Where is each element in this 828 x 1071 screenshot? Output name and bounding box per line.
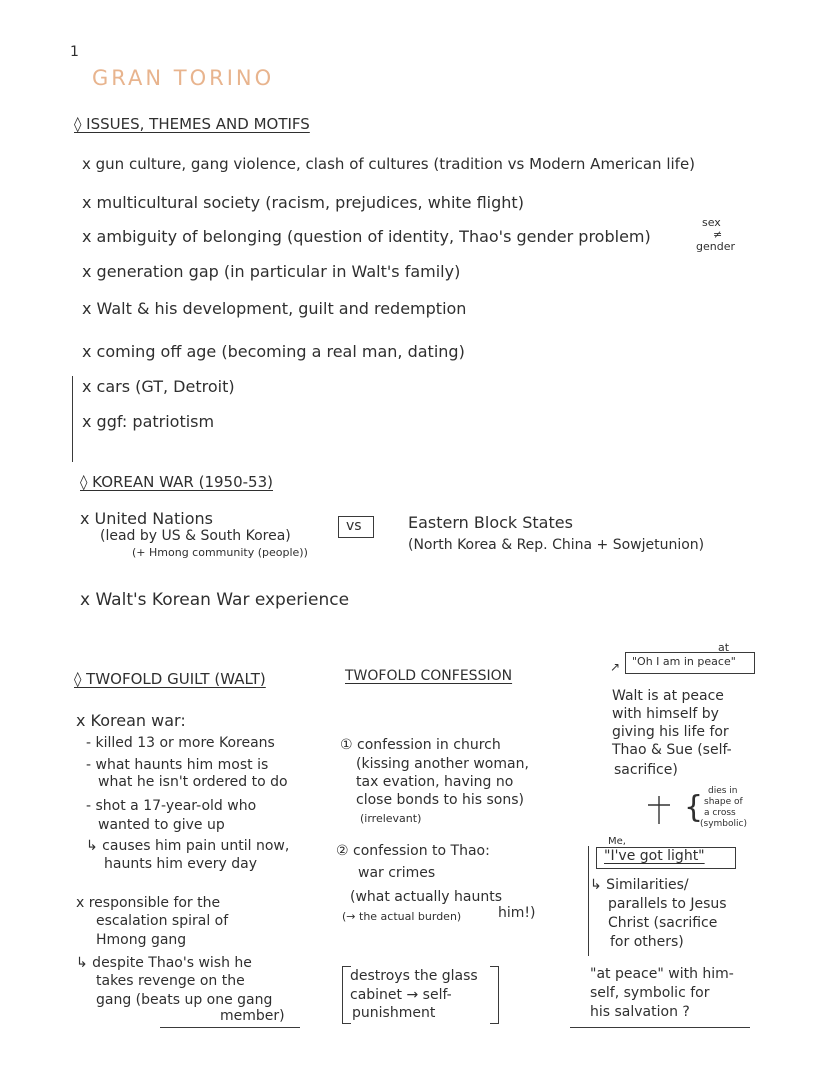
united-nations: x United Nations bbox=[80, 509, 213, 528]
church-line: close bonds to his sons) bbox=[356, 792, 524, 808]
final-line: self, symbolic for bbox=[590, 985, 710, 1001]
walt-line: Walt is at peace bbox=[612, 688, 724, 704]
issue-item: x generation gap (in particular in Walt's family) bbox=[82, 262, 461, 281]
church-line: (kissing another woman, bbox=[356, 756, 529, 772]
thao-line: war crimes bbox=[358, 865, 436, 881]
church-line: tax evation, having no bbox=[356, 774, 514, 790]
thao-line: (→ the actual burden) bbox=[342, 910, 462, 923]
issue-item: x ambiguity of belonging (question of identity, Thao's gender problem) bbox=[82, 227, 651, 246]
walt-line: giving his life for bbox=[612, 724, 729, 740]
guilt-line: ↳ causes him pain until now, bbox=[86, 838, 290, 854]
thao-line: ② confession to Thao: bbox=[336, 843, 490, 859]
not-equal-sign: ≠ bbox=[713, 228, 723, 241]
column-divider bbox=[588, 846, 589, 956]
guilt-line: - killed 13 or more Koreans bbox=[86, 735, 275, 751]
guilt-line: gang (beats up one gang bbox=[96, 992, 273, 1008]
guilt-line: wanted to give up bbox=[98, 817, 225, 833]
page-number: 1 bbox=[70, 44, 79, 60]
similarity-line: ↳ Similarities/ bbox=[590, 877, 689, 893]
guilt-line: Hmong gang bbox=[96, 932, 187, 948]
walt-line: Thao & Sue (self- bbox=[612, 742, 732, 758]
confession-heading: TWOFOLD CONFESSION bbox=[345, 668, 513, 684]
bottom-rule bbox=[570, 1027, 750, 1028]
ive-got-light: "I've got light" bbox=[604, 848, 705, 864]
walt-line: sacrifice) bbox=[614, 762, 678, 778]
korean-war-label: x Korean war: bbox=[76, 711, 186, 730]
eastern-block-detail: (North Korea & Rep. China + Sowjetunion) bbox=[408, 537, 705, 553]
final-line: his salvation ? bbox=[590, 1004, 690, 1020]
curly-brace-icon: { bbox=[684, 790, 704, 825]
sex-note: sex bbox=[702, 216, 721, 229]
church-line: (irrelevant) bbox=[360, 812, 422, 825]
guilt-line: member) bbox=[220, 1008, 285, 1024]
hmong-note: (+ Hmong community (people)) bbox=[132, 546, 308, 559]
guilt-line: takes revenge on the bbox=[96, 973, 245, 989]
oh-i-am-in-peace: "Oh I am in peace" bbox=[632, 655, 736, 668]
cross-note: a cross bbox=[704, 808, 736, 818]
similarity-line: parallels to Jesus bbox=[608, 896, 727, 912]
guilt-line: - shot a 17-year-old who bbox=[86, 798, 257, 814]
thao-line: him!) bbox=[498, 905, 536, 921]
church-line: ① confession in church bbox=[340, 737, 501, 753]
united-nations-detail: (lead by US & South Korea) bbox=[100, 528, 291, 544]
similarity-line: Christ (sacrifice bbox=[608, 915, 718, 931]
guilt-line: escalation spiral of bbox=[96, 913, 229, 929]
curve-arrow: ↗ bbox=[610, 660, 621, 674]
issue-item: x cars (GT, Detroit) bbox=[82, 377, 235, 396]
issue-item: x multicultural society (racism, prejudices, white flight) bbox=[82, 193, 524, 212]
glass-bracket-right bbox=[490, 966, 499, 1024]
glass-line: punishment bbox=[352, 1005, 436, 1021]
cross-note: (symbolic) bbox=[700, 819, 747, 829]
guilt-line: - what haunts him most is bbox=[86, 757, 269, 773]
cross-note: shape of bbox=[704, 797, 743, 807]
at-note: at bbox=[718, 641, 730, 654]
guilt-line: x responsible for the bbox=[76, 895, 221, 911]
guilt-line: ↳ despite Thao's wish he bbox=[76, 955, 252, 971]
issue-item: x coming off age (becoming a real man, dating) bbox=[82, 342, 465, 361]
gender-note: gender bbox=[696, 240, 735, 253]
issue-item: x gun culture, gang violence, clash of cultures (tradition vs Modern American life) bbox=[82, 155, 696, 173]
glass-line: destroys the glass bbox=[350, 968, 478, 984]
me-note: Me, bbox=[608, 836, 626, 847]
margin-line bbox=[72, 376, 73, 462]
issue-item: x ggf: patriotism bbox=[82, 412, 215, 431]
eastern-block: Eastern Block States bbox=[408, 513, 573, 532]
cross-note: dies in bbox=[708, 786, 738, 796]
guilt-heading: ◊ TWOFOLD GUILT (WALT) bbox=[74, 670, 266, 688]
walt-line: with himself by bbox=[612, 706, 719, 722]
issue-item: x Walt & his development, guilt and redemption bbox=[82, 299, 467, 318]
final-line: "at peace" with him- bbox=[590, 966, 734, 982]
thao-line: (what actually haunts bbox=[350, 889, 503, 905]
guilt-line: haunts him every day bbox=[104, 856, 258, 872]
guilt-line: what he isn't ordered to do bbox=[98, 774, 288, 790]
korean-war-heading: ◊ KOREAN WAR (1950-53) bbox=[80, 473, 273, 491]
cross-icon bbox=[644, 794, 674, 826]
issues-heading: ◊ ISSUES, THEMES AND MOTIFS bbox=[74, 115, 310, 133]
glass-line: cabinet → self- bbox=[350, 987, 452, 1003]
bottom-rule bbox=[160, 1027, 300, 1028]
page-title: GRAN TORINO bbox=[92, 66, 275, 90]
war-experience: x Walt's Korean War experience bbox=[80, 590, 350, 610]
similarity-line: for others) bbox=[610, 934, 684, 950]
vs-label: vs bbox=[346, 518, 362, 534]
